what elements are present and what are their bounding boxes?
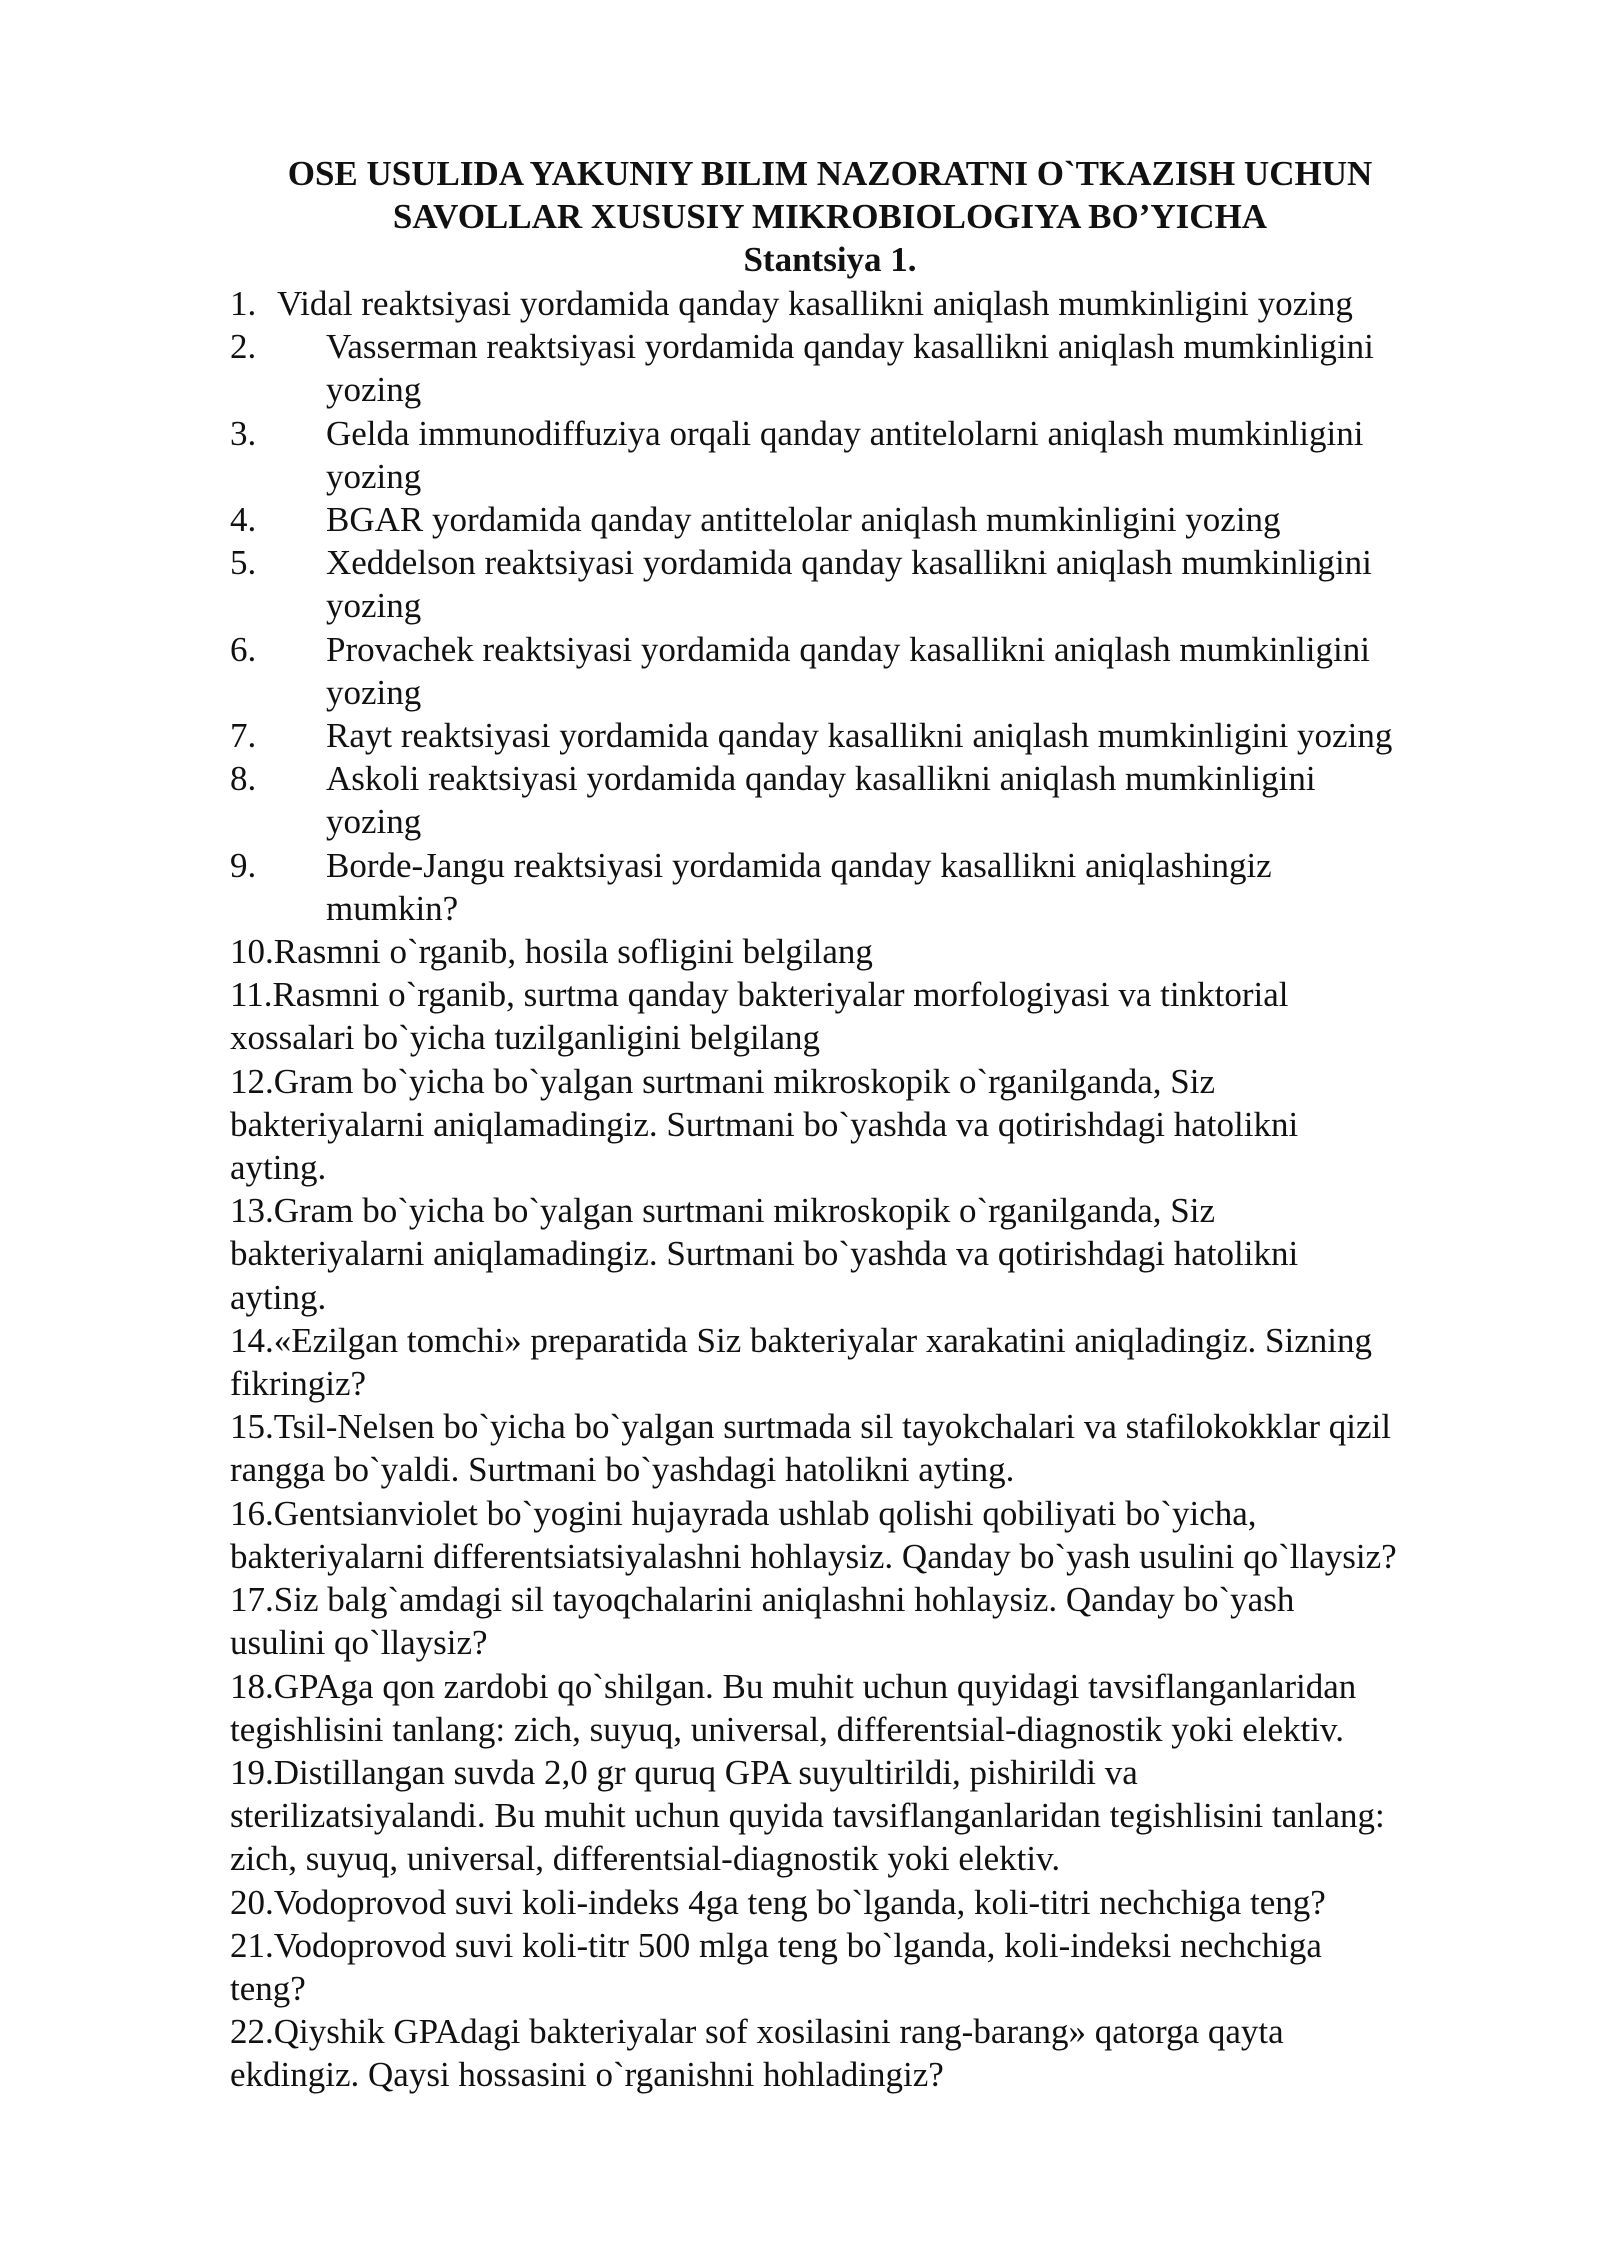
question-text: Rasmni o`rganib, hosila sofligini belgilang [273, 932, 873, 972]
question-text: Gram bo`yicha bo`yalgan surtmani mikroskopik o`rganilganda, Siz [273, 1061, 1215, 1101]
question-number: 4. [230, 500, 257, 540]
question-item [230, 844, 1520, 930]
question-number: 17. [230, 1580, 274, 1620]
question-text: Gram bo`yicha bo`yalgan surtmani mikroskopik o`rganilganda, Siz [273, 1191, 1215, 1231]
question-text: bakteriyalarni differentsiatsiyalashni hohlaysiz. Qanday bo`yash usulini qo`llaysiz? [230, 1536, 1397, 1576]
question-text: Xeddelson reaktsiyasi yordamida qanday kasallikni aniqlash mumkinligini [326, 543, 1372, 583]
question-text: teng? [230, 1968, 306, 2008]
question-number: 21. [230, 1925, 274, 1965]
question-item [230, 325, 1520, 411]
question-text: BGAR yordamida qanday antittelolar aniqlash mumkinligini yozing [326, 500, 1281, 540]
question-text: ekdingiz. Qaysi hossasini o`rganishni hohladingiz? [230, 2055, 944, 2095]
question-text: Vasserman reaktsiyasi yordamida qanday kasallikni aniqlash mumkinligini [326, 327, 1374, 367]
question-number: 6. [230, 629, 257, 669]
question-text: sterilizatsiyalandi. Bu muhit uchun quyida tavsiflanganlaridan tegishlisini tanlang: [230, 1796, 1385, 1836]
question-number: 14. [230, 1320, 274, 1360]
page-title-line-1: OSE USULIDA YAKUNIY BILIM NAZORATNI O`TKAZISH UCHUN [287, 154, 1373, 193]
question-item [230, 930, 1520, 973]
question-text: mumkin? [326, 888, 459, 928]
question-text: rangga bo`yaldi. Surtmani bo`yashdagi hatolikni ayting. [230, 1450, 1015, 1490]
question-item [230, 282, 1520, 325]
question-text: xossalari bo`yicha tuzilganligini belgilang [230, 1018, 820, 1058]
question-text: Gentsianviolet bo`yogini hujayrada ushlab qolishi qobiliyati bo`yicha, [273, 1493, 1257, 1533]
question-text: Vodoprovod suvi koli-titr 500 mlga teng bo`lganda, koli-indeksi nechchiga [273, 1925, 1322, 1965]
question-text: Gelda immunodiffuziya orqali qanday antitelolarni aniqlash mumkinligini [326, 413, 1364, 453]
question-text: Rayt reaktsiyasi yordamida qanday kasallikni aniqlash mumkinligini yozing [326, 716, 1393, 756]
question-item [230, 628, 1520, 714]
question-text: Vidal reaktsiyasi yordamida qanday kasallikni aniqlash mumkinligini yozing [277, 284, 1353, 323]
question-text: ayting. [230, 1148, 327, 1188]
question-text: zich, suyuq, universal, differentsial-diagnostik yoki elektiv. [230, 1839, 1061, 1879]
question-item [230, 1319, 1520, 1405]
question-number: 13. [230, 1191, 274, 1231]
question-number: 12. [230, 1061, 274, 1101]
question-text: fikringiz? [230, 1364, 367, 1404]
question-text: Siz balg`amdagi sil tayoqchalarini aniqlashni hohlaysiz. Qanday bo`yash [273, 1580, 1295, 1620]
question-text: «Ezilgan tomchi» preparatida Siz bakteriyalar xarakatini aniqladingiz. Sizning [273, 1320, 1372, 1360]
question-item [230, 714, 1520, 757]
question-text: Borde-Jangu reaktsiyasi yordamida qanday kasallikni aniqlashingiz [326, 845, 1272, 885]
question-number: 1. [230, 284, 257, 323]
question-item [230, 1405, 1520, 1491]
question-item [230, 498, 1520, 541]
question-item [230, 412, 1520, 498]
question-item [230, 541, 1520, 627]
question-text: tegishlisini tanlang: zich, suyuq, universal, differentsial-diagnostik yoki elektiv. [230, 1709, 1344, 1749]
question-item [230, 1189, 1520, 1319]
question-number: 3. [230, 413, 257, 453]
question-number: 11. [230, 975, 273, 1015]
question-number: 7. [230, 716, 257, 756]
question-item [230, 1665, 1520, 1751]
question-text: yozing [326, 586, 422, 626]
question-number: 9. [230, 845, 257, 885]
question-list [230, 282, 1520, 2097]
question-text: yozing [326, 370, 422, 410]
question-text: yozing [326, 802, 422, 842]
page-title-line-2: SAVOLLAR XUSUSIY MIKROBIOLOGIYA BO’YICHA [392, 197, 1268, 236]
question-number: 15. [230, 1407, 274, 1447]
question-text: GPAga qon zardobi qo`shilgan. Bu muhit uchun quyidagi tavsiflanganlaridan [273, 1666, 1357, 1706]
question-number: 10. [230, 932, 274, 972]
question-text: Qiyshik GPAdagi bakteriyalar sof xosilasini rang-barang» qatorga qayta [273, 2012, 1284, 2052]
question-number: 5. [230, 543, 257, 583]
question-item [230, 973, 1520, 1059]
question-item [230, 1924, 1520, 2010]
question-item [230, 1060, 1520, 1190]
question-text: Askoli reaktsiyasi yordamida qanday kasallikni aniqlash mumkinligini [326, 759, 1316, 799]
question-item [230, 2010, 1520, 2096]
question-number: 19. [230, 1752, 274, 1792]
question-item [230, 1492, 1520, 1578]
question-number: 20. [230, 1882, 274, 1922]
question-item [230, 1751, 1520, 1881]
question-number: 8. [230, 759, 257, 799]
question-item [230, 757, 1520, 843]
question-number: 18. [230, 1666, 274, 1706]
station-subtitle: Stantsiya 1. [743, 240, 917, 279]
question-number: 16. [230, 1493, 274, 1533]
question-text: bakteriyalarni aniqlamadingiz. Surtmani bo`yashda va qotirishdagi hatolikni [230, 1104, 1299, 1144]
question-text: Provachek reaktsiyasi yordamida qanday kasallikni aniqlash mumkinligini [326, 629, 1370, 669]
question-text: bakteriyalarni aniqlamadingiz. Surtmani bo`yashda va qotirishdagi hatolikni [230, 1234, 1299, 1274]
question-text: Tsil-Nelsen bo`yicha bo`yalgan surtmada sil tayokchalari va stafilokokklar qizil [273, 1407, 1391, 1447]
question-item [230, 1881, 1520, 1924]
question-text: ayting. [230, 1277, 327, 1317]
question-number: 22. [230, 2012, 274, 2052]
question-text: yozing [326, 672, 422, 712]
question-text: usulini qo`llaysiz? [230, 1623, 488, 1663]
question-text: yozing [326, 456, 422, 496]
question-text: Rasmni o`rganib, surtma qanday bakteriyalar morfologiyasi va tinktorial [272, 975, 1289, 1015]
question-number: 2. [230, 327, 257, 367]
question-text: Distillangan suvda 2,0 gr quruq GPA suyultirildi, pishirildi va [273, 1752, 1138, 1792]
question-item [230, 1578, 1520, 1664]
question-text: Vodoprovod suvi koli-indeks 4ga teng bo`lganda, koli-titri nechchiga teng? [273, 1882, 1326, 1922]
